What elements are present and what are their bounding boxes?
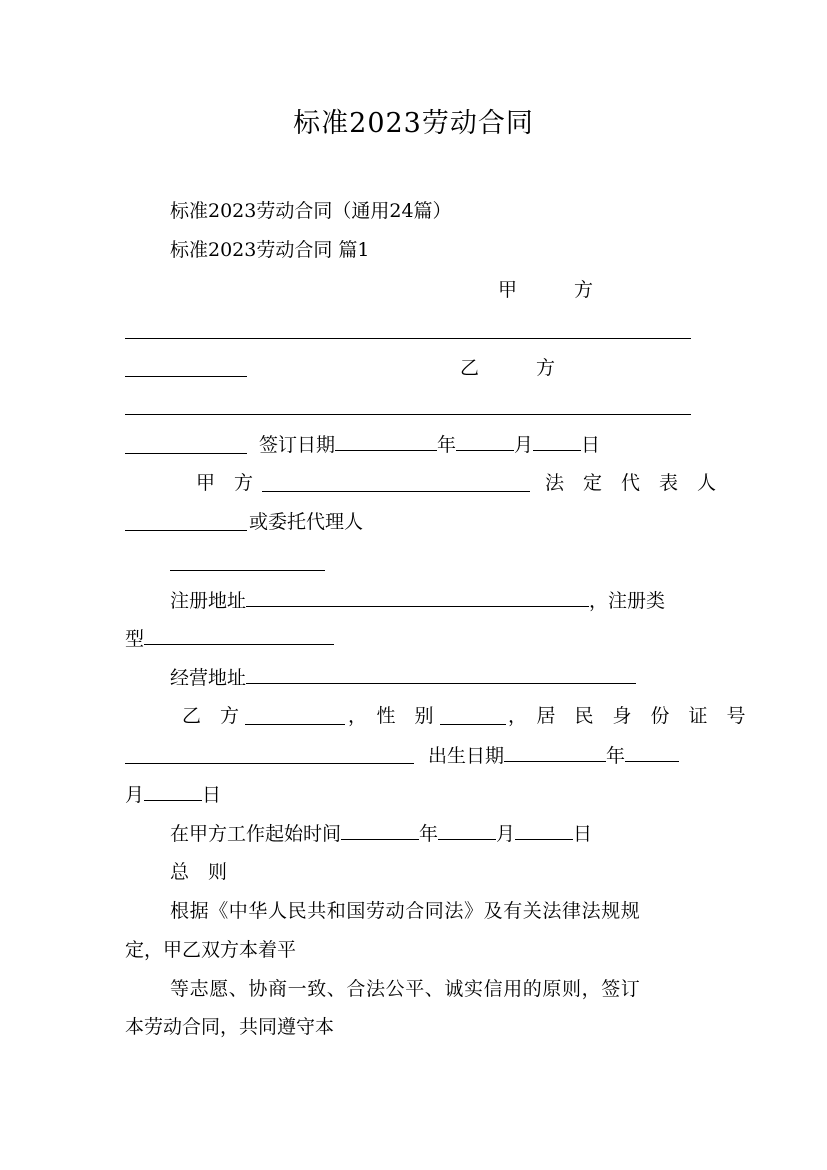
reg-type-label: ，注册类 bbox=[589, 590, 666, 612]
party-a-blank-1 bbox=[125, 338, 691, 339]
gender-label: ， 性 别 bbox=[348, 705, 434, 727]
sign-date-label: 签订日期 bbox=[259, 434, 336, 456]
start-day-label: 日 bbox=[573, 823, 593, 845]
sign-month-label: 月 bbox=[514, 434, 534, 456]
party-a-text: 甲 方 bbox=[498, 279, 594, 301]
general-heading: 总 则 bbox=[170, 861, 228, 883]
start-year-label: 年 bbox=[419, 823, 439, 845]
reg-address-row bbox=[170, 586, 665, 615]
party-b-name-blank bbox=[245, 724, 345, 725]
sign-day-blank bbox=[533, 430, 581, 451]
section-heading: 标准2023劳动合同 篇1 bbox=[170, 239, 370, 261]
party-a-label bbox=[498, 276, 593, 304]
biz-address-label: 经营地址 bbox=[170, 667, 247, 689]
birth-day-blank bbox=[144, 780, 202, 801]
sign-day-label: 日 bbox=[581, 434, 601, 456]
id-label: ， 居 民 身 份 证 号 bbox=[508, 705, 746, 727]
general-para1-line1: 根据《中华人民共和国劳动合同法》及有关法律法规规 bbox=[170, 900, 641, 922]
party-b-blank-1 bbox=[125, 414, 691, 415]
reg-address-blank bbox=[246, 586, 589, 607]
rep-party-a: 甲 方 bbox=[196, 472, 254, 494]
general-para2-line1: 等志愿、协商一致、合法公平、诚实信用的原则，签订 bbox=[170, 978, 641, 1000]
party-b-text: 乙 方 bbox=[460, 357, 556, 379]
biz-address-row bbox=[170, 663, 636, 692]
birth-month-label: 月 bbox=[125, 784, 145, 806]
birth-label: 出生日期 bbox=[428, 745, 505, 767]
reg-type-label-2: 型 bbox=[125, 628, 145, 650]
party-a-blank-2 bbox=[125, 376, 247, 377]
agent-label: 或委托代理人 bbox=[249, 511, 364, 533]
id-blank bbox=[125, 763, 414, 764]
agent-blank bbox=[125, 530, 247, 531]
general-para2-line2: 本劳动合同，共同遵守本 bbox=[125, 1016, 335, 1038]
agent-name-blank bbox=[170, 570, 325, 571]
gender-blank bbox=[440, 724, 506, 725]
document-subtitle: 标准2023劳动合同（通用24篇） bbox=[170, 200, 452, 222]
start-time-label: 在甲方工作起始时间 bbox=[170, 823, 342, 845]
reg-address-label: 注册地址 bbox=[170, 590, 247, 612]
party-b-label bbox=[460, 354, 555, 382]
reg-type-blank bbox=[144, 624, 334, 645]
party-b-blank-2 bbox=[125, 453, 247, 454]
birth-row bbox=[428, 741, 679, 770]
birth-month-blank-1 bbox=[625, 741, 679, 762]
birth-year-label: 年 bbox=[606, 745, 626, 767]
general-para1-line2: 定，甲乙双方本着平 bbox=[125, 939, 297, 961]
birth-year-blank bbox=[504, 741, 606, 762]
biz-address-blank bbox=[246, 663, 636, 684]
start-month-blank bbox=[438, 819, 496, 840]
legal-rep-label: 法 定 代 表 人 bbox=[545, 472, 717, 494]
party-b-info-label: 乙 方 bbox=[182, 705, 240, 727]
start-time-row bbox=[170, 819, 592, 848]
reg-type-row bbox=[125, 624, 334, 653]
page-title: 标准2023劳动合同 bbox=[293, 108, 534, 139]
start-day-blank bbox=[515, 819, 573, 840]
start-month-label: 月 bbox=[496, 823, 516, 845]
birth-day-label: 日 bbox=[202, 784, 222, 806]
sign-date-row bbox=[259, 430, 600, 459]
birth-row-2 bbox=[125, 780, 221, 809]
sign-year-label: 年 bbox=[437, 434, 457, 456]
sign-month-blank bbox=[456, 430, 514, 451]
rep-blank bbox=[262, 491, 530, 492]
sign-year-blank bbox=[335, 430, 437, 451]
party-b-info-row bbox=[182, 702, 239, 730]
start-year-blank bbox=[341, 819, 419, 840]
